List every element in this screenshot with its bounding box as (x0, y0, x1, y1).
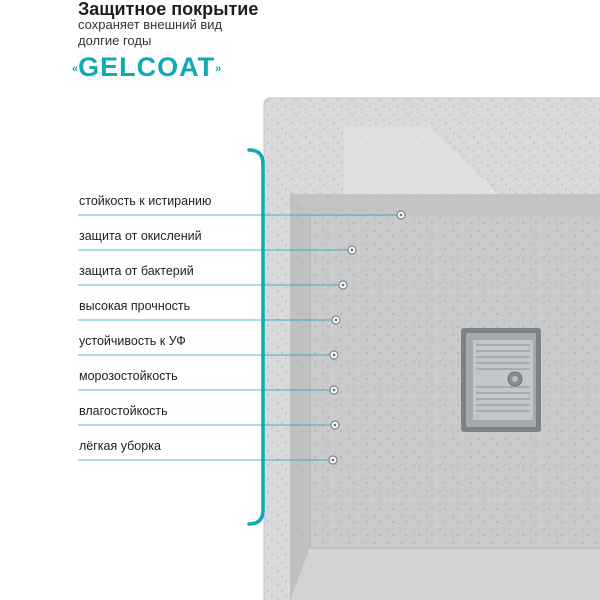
brand-open-quote: « (72, 63, 79, 75)
feature-bacteria-protection: защита от бактерий (79, 264, 194, 278)
sink-basin (290, 194, 600, 600)
feature-abrasion-resistance: стойкость к истиранию (79, 194, 212, 208)
feature-uv-resistance: устойчивость к УФ (79, 334, 186, 348)
feature-moisture-resistance: влагостойкость (79, 404, 168, 418)
feature-easy-cleaning: лёгкая уборка (79, 439, 161, 453)
brand-name: GELCOAT (78, 52, 216, 82)
feature-high-strength: высокая прочность (79, 299, 191, 313)
drain-strainer (461, 328, 541, 432)
page-title: Защитное покрытие (78, 0, 259, 19)
brand-close-quote: » (215, 63, 222, 75)
subtitle-line-2: долгие годы (78, 33, 152, 48)
feature-bracket (249, 150, 263, 524)
feature-oxidation-protection: защита от окислений (79, 229, 202, 243)
subtitle-line-1: сохраняет внешний вид (78, 17, 223, 32)
feature-frost-resistance: морозостойкость (79, 369, 178, 383)
